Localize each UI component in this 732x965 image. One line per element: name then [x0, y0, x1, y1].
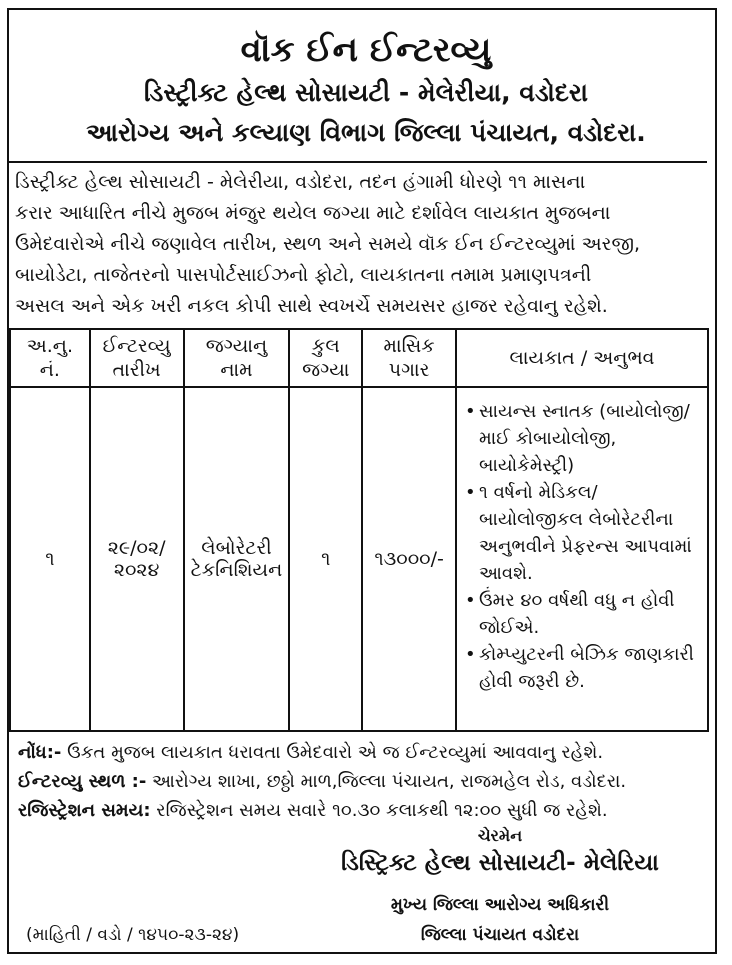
header-interview-date: ઈન્ટરવ્યુ તારીખ	[90, 329, 184, 387]
qualification-list	[465, 398, 701, 695]
note-label: નોંધ:-	[18, 742, 62, 763]
vacancy-table	[9, 328, 709, 732]
signature-officer: મુખ્ય જિલ્લા આરોગ્ય અધિકારી	[390, 895, 610, 915]
cell-serial-no: ૧	[10, 387, 90, 731]
intro-line: બાયોડેટા, તાજેતરનો પાસપોર્ટસાઈઝનો ફોટો, લાયકાતના તમામ પ્રમાણપત્રની	[15, 264, 592, 286]
list-item: • સાયન્સ સ્નાતક (બાયોલોજી/ માઈ કોબાયોલોજી, બાયોકેમેસ્ટ્રી)	[465, 398, 701, 479]
intro-paragraph	[9, 161, 707, 322]
notes-section	[18, 738, 708, 825]
list-item: • ૧ વર્ષનો મેડિકલ/ બાયોલોજીકલ લેબોરેટરીના અનુભવીને પ્રેફરન્સ આપવામાં આવશે.	[465, 479, 701, 587]
interview-place-text: આરોગ્ય શાખા, છઠ્ઠો માળ,જિલ્લા પંચાયત, રાજમહેલ રોડ, વડોદરા.	[146, 771, 627, 792]
signature-society: ડિસ્ટ્રિક્ટ હેલ્થ સોસાયટી- મેલેરિયા	[341, 850, 659, 876]
header-qualification: લાયકાત / અનુભવ	[456, 329, 708, 387]
list-item: • ઉંમર ૪૦ વર્ષથી વધુ ન હોવી જોઈએ.	[465, 587, 701, 641]
registration-time-line	[18, 796, 708, 825]
cell-interview-date: ૨૯/૦૨/ ૨૦૨૪	[90, 387, 184, 731]
cell-monthly-salary: ૧૩૦૦૦/-	[362, 387, 456, 731]
cell-qualification	[456, 387, 708, 731]
interview-place-label: ઈન્ટરવ્યુ સ્થળ :-	[18, 771, 147, 792]
cell-post-name: લેબોરેટરી ટેકનિશિયન	[184, 387, 290, 731]
header-serial-no: અ.નુ. નં.	[10, 329, 90, 387]
header-monthly-salary: માસિક પગાર	[362, 329, 456, 387]
header-total-posts: કુલ જગ્યા	[289, 329, 362, 387]
intro-line: ડિસ્ટ્રીક્ટ હેલ્થ સોસાયટી - મેલેરીયા, વડોદરા, તદન હંગામી ધોરણે ૧૧ માસના	[15, 171, 586, 193]
cell-total-posts: ૧	[289, 387, 362, 731]
registration-time-text: રજિસ્ટ્રેશન સમય સવારે ૧૦.૩૦ કલાકથી ૧૨:૦૦ સુધી જ રહેશે.	[150, 800, 608, 821]
notice-subtitle-society: ડિસ્ટ્રીક્ટ હેલ્થ સોસાયટી - મેલેરીયા, વડોદરા	[144, 78, 588, 107]
table-header-row	[10, 329, 708, 387]
notice-title: વૉક ઈન ઈન્ટરવ્યુ	[240, 30, 492, 70]
intro-line: ઉમેદવારોએ નીચે જણાવેલ તારીખ, સ્થળ અને સમયે વૉક ઈન ઈન્ટરવ્યુમાં અરજી,	[15, 233, 641, 255]
list-item: • કોમ્પ્યુટરની બેઝિક જાણકારી હોવી જરૂરી છે.	[465, 641, 701, 695]
note-line	[18, 738, 708, 767]
signature-chairman: ચેરમેન	[477, 826, 523, 845]
reference-number: (માહિતી / વડો / ૧૪૫૦-૨૩-૨૪)	[26, 925, 240, 945]
interview-place-line	[18, 767, 708, 796]
signature-office: જિલ્લા પંચાયત વડોદરા	[420, 925, 580, 945]
table-row	[10, 387, 708, 731]
intro-line: કરાર આધારિત નીચે મુજબ મંજુર થયેલ જગ્યા માટે દર્શાવેલ લાયકાત મુજબના	[15, 202, 611, 224]
note-text: ઉકત મુજબ લાયકાત ધરાવતા ઉમેદવારો એ જ ઈન્ટરવ્યુમાં આવવાનુ રહેશે.	[61, 742, 604, 763]
registration-time-label: રજિસ્ટ્રેશન સમય:	[18, 800, 151, 821]
intro-line: અસલ અને એક ખરી નકલ કોપી સાથે સ્વખર્ચે સમયસર હાજર રહેવાનુ રહેશે.	[15, 295, 608, 317]
header-post-name: જગ્યાનુ નામ	[184, 329, 290, 387]
notice-subtitle-department: આરોગ્ય અને કલ્યાણ વિભાગ જિલ્લા પંચાયત, વડોદરા.	[86, 118, 646, 147]
